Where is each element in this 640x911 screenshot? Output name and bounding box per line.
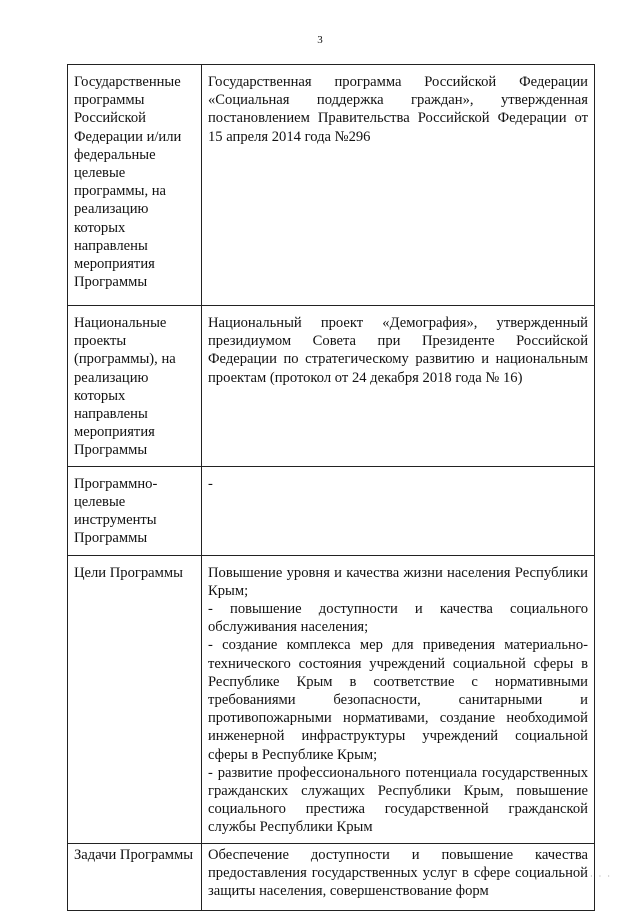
row-content (202, 555, 595, 843)
row-label: Национальные проекты (программы), на реализацию которых направлены мероприятия Программы (68, 306, 202, 467)
content-paragraph: - повышение доступности и качества социального обслуживания населения; (208, 601, 588, 636)
row-content (202, 65, 595, 306)
row-content (202, 306, 595, 467)
row-content (202, 466, 595, 555)
content-paragraph: Национальный проект «Демография», утвержденный президиумом Совета при Президенте Российской Федерации по стратегическому развитию и национальным проектам (протокол от 24 декабря 2018 года № 16) (208, 315, 588, 386)
table-row (68, 555, 595, 843)
content-paragraph: Повышение уровня и качества жизни населения Республики Крым; (208, 564, 588, 599)
content-paragraph: Обеспечение доступности и повышение качества предоставления государственных услуг в сфере социальной защиты населения, совершенствование форм (208, 846, 588, 900)
page-number: 3 (317, 34, 323, 46)
table-row (68, 306, 595, 467)
row-label: Государственные программы Российской Федерации и/или федеральные целевые программы, на реализацию которых направлены мероприятия Программы (68, 65, 202, 306)
table-row (68, 65, 595, 306)
row-label: Задачи Программы (68, 843, 202, 910)
row-label: Цели Программы (68, 555, 202, 843)
program-passport-table (67, 64, 595, 911)
content-paragraph: - развитие профессионального потенциала государственных гражданских служащих Республики Крым, повышение социального престижа государственной гражданской службы Республики Крым (208, 764, 588, 836)
table-row (68, 466, 595, 555)
row-content (202, 843, 595, 910)
content-paragraph: - (208, 475, 213, 492)
scan-artifact-dots: · · · (590, 872, 612, 881)
content-paragraph: - создание комплекса мер для приведения материально-технического состояния учреждений социальной сферы в Республике Крым в соответствие с нормативными требованиями безопасности, санитарными и противопожарными нормативами, создание необходимой инженерной инфраструктуры учреждений социальной сферы в Республике Крым; (208, 637, 588, 763)
content-paragraph: Государственная программа Российской Федерации «Социальная поддержка граждан», утвержденная постановлением Правительства Российской Федерации от 15 апреля 2014 года №296 (208, 74, 588, 145)
row-label: Программно-целевые инструменты Программы (68, 466, 202, 555)
table-row (68, 843, 595, 910)
